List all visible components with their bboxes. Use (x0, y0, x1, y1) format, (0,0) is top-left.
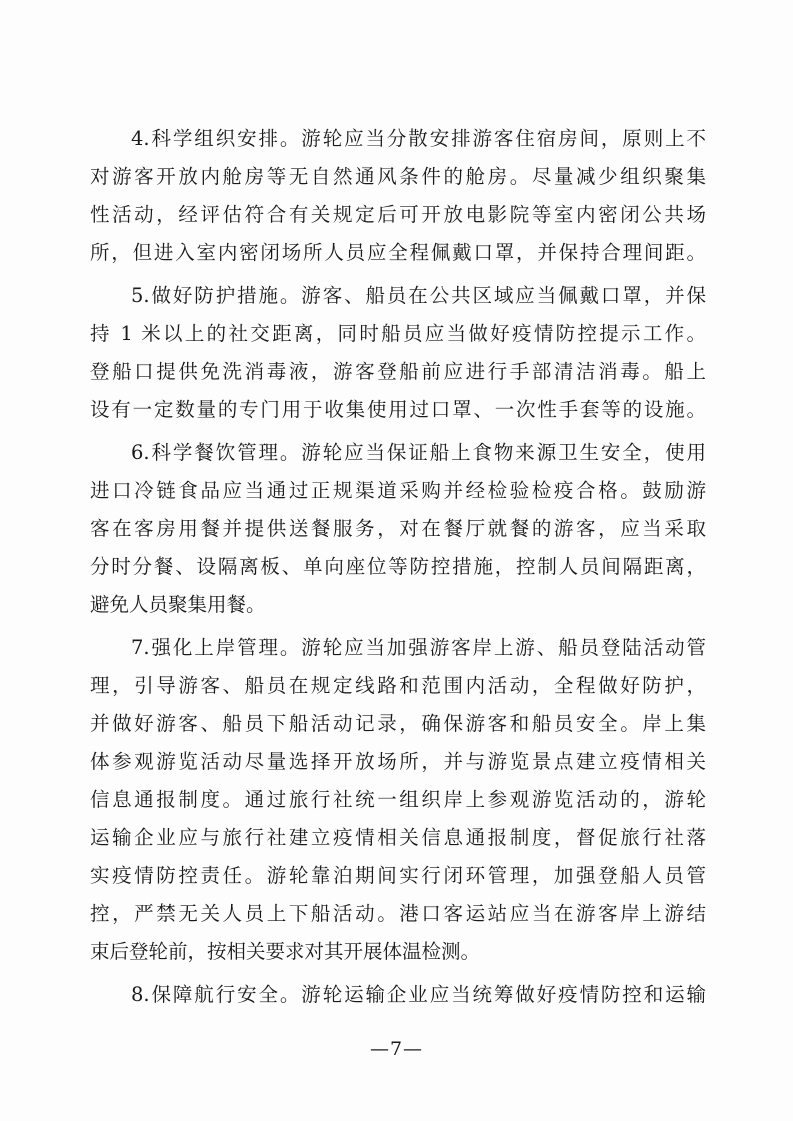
paragraph-5 (90, 277, 706, 429)
paragraph-8 (90, 976, 706, 1014)
text-line: 持 1 米以上的社交距离，同时船员应当做好疫情防控提示工作。 (90, 322, 706, 345)
text-line: 运输企业应与旅行社建立疫情相关信息通报制度，督促旅行社落 (90, 826, 706, 849)
text-line: 4.科学组织安排。游轮应当分散安排游客住宿房间，原则上不 (131, 127, 706, 150)
paragraph-6 (90, 434, 706, 624)
text-line: 6.科学餐饮管理。游轮应当保证船上食物来源卫生安全，使用 (131, 441, 706, 464)
text-line: 登船口提供免洗消毒液，游客登船前应进行手部清洁消毒。船上 (90, 360, 706, 383)
text-line: 体参观游览活动尽量选择开放场所，并与游览景点建立疫情相关 (90, 750, 706, 773)
text-line: 设有一定数量的专门用于收集使用过口罩、一次性手套等的设施。 (90, 398, 706, 421)
text-line: 客在客房用餐并提供送餐服务，对在餐厅就餐的游客，应当采取 (90, 517, 706, 540)
text-line: 控，严禁无关人员上下船活动。港口客运站应当在游客岸上游结 (90, 902, 706, 925)
text-line: 避免人员聚集用餐。 (90, 593, 266, 616)
text-line: 性活动，经评估符合有关规定后可开放电影院等室内密闭公共场 (90, 203, 706, 226)
text-line: 并做好游客、船员下船活动记录，确保游客和船员安全。岸上集 (90, 712, 706, 735)
text-line: 实疫情防控责任。游轮靠泊期间实行闭环管理，加强登船人员管 (90, 864, 706, 887)
paragraph-7 (90, 629, 706, 971)
text-line: 理，引导游客、船员在规定线路和范围内活动，全程做好防护， (90, 674, 706, 697)
text-line: 信息通报制度。通过旅行社统一组织岸上参观游览活动的，游轮 (90, 788, 706, 811)
text-line: 7.强化上岸管理。游轮应当加强游客岸上游、船员登陆活动管 (131, 636, 706, 659)
text-line: 8.保障航行安全。游轮运输企业应当统筹做好疫情防控和运输 (131, 983, 706, 1006)
text-line: 对游客开放内舱房等无自然通风条件的舱房。尽量减少组织聚集 (90, 165, 706, 188)
paragraph-4 (90, 120, 706, 272)
text-line: 所，但进入室内密闭场所人员应全程佩戴口罩，并保持合理间距。 (90, 241, 706, 264)
text-line: 进口冷链食品应当通过正规渠道采购并经检验检疫合格。鼓励游 (90, 479, 706, 502)
text-line: 分时分餐、设隔离板、单向座位等防控措施，控制人员间隔距离， (90, 555, 706, 578)
text-line: 束后登轮前，按相关要求对其开展体温检测。 (90, 940, 481, 963)
page-number: —7— (369, 1038, 424, 1060)
document-body (90, 120, 706, 1019)
text-line: 5.做好防护措施。游客、船员在公共区域应当佩戴口罩，并保 (131, 284, 706, 307)
